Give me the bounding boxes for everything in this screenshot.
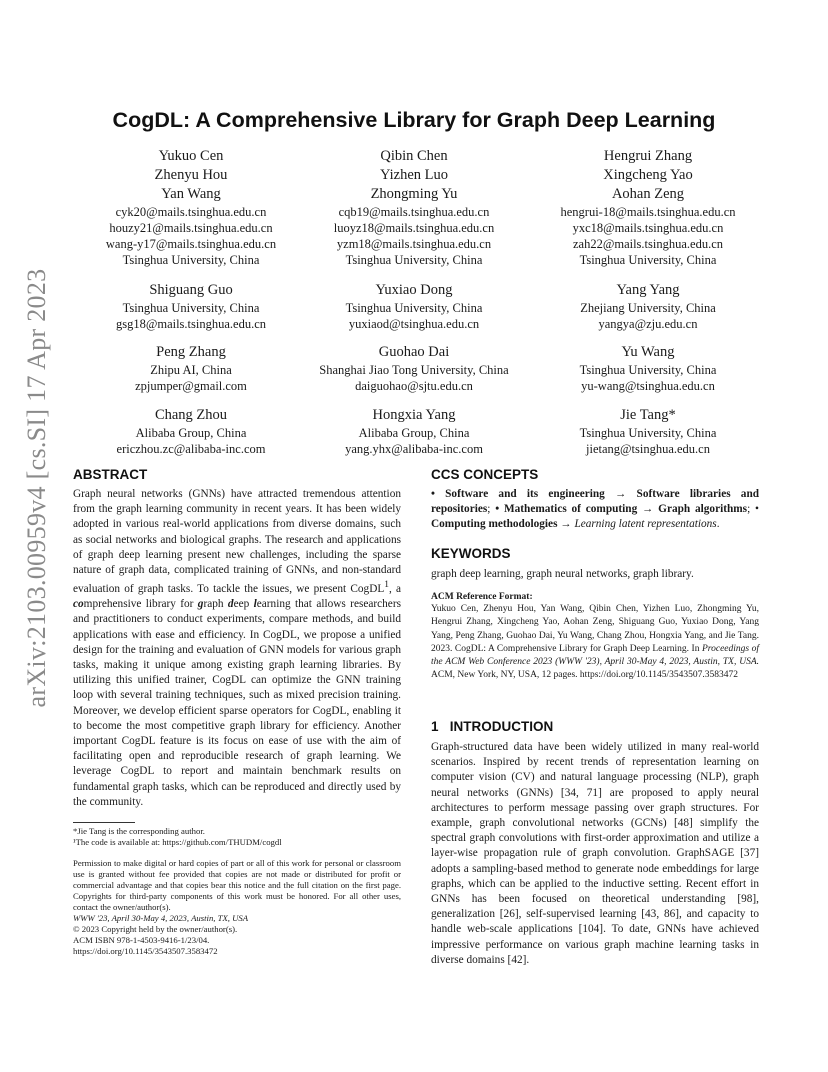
author-block-zhang-peng <box>66 343 316 394</box>
author-name: Aohan Zeng <box>611 186 685 202</box>
abstract-text-part: , a <box>388 582 401 595</box>
author-email: yzm18@mails.tsinghua.edu.cn <box>336 237 492 251</box>
ccs-separator: ; <box>487 503 496 516</box>
acronym-letters: d <box>227 598 234 611</box>
author-name: Shiguang Guo <box>149 282 233 298</box>
acronym-letters: co <box>73 598 84 611</box>
author-email: ericzhou.zc@alibaba-inc.com <box>116 442 266 456</box>
author-affiliation: Tsinghua University, China <box>579 426 717 440</box>
author-email: zah22@mails.tsinghua.edu.cn <box>572 237 724 251</box>
author-name: Peng Zhang <box>156 344 226 360</box>
author-name: Chang Zhou <box>154 407 228 423</box>
author-email: zpjumper@gmail.com <box>135 379 247 393</box>
author-name: Hengrui Zhang <box>603 148 693 164</box>
author-affiliation: Tsinghua University, China <box>579 253 717 267</box>
author-email: yu-wang@tsinghua.edu.cn <box>581 379 715 393</box>
acm-reference-heading: ACM Reference Format: <box>431 592 533 602</box>
ccs-term: Software libraries and repositories <box>431 488 760 516</box>
author-name: Xingcheng Yao <box>603 167 693 183</box>
author-name: Yizhen Luo <box>379 167 449 183</box>
author-block-dong <box>289 281 539 332</box>
author-block-cen-hou-wang <box>66 147 316 268</box>
author-name: Zhenyu Hou <box>154 167 228 183</box>
author-affiliation: Tsinghua University, China <box>122 253 260 267</box>
author-affiliation: Tsinghua University, China <box>122 301 260 315</box>
author-block-yang-hongxia <box>289 406 539 457</box>
author-block-tang <box>523 406 773 457</box>
author-name: Hongxia Yang <box>372 407 456 423</box>
author-email: houzy21@mails.tsinghua.edu.cn <box>109 221 273 235</box>
acm-reference-text <box>431 603 759 683</box>
abstract-text-part: earning that allows researchers and practitioners to conduct experiments, compare methods, and build applications with ease and efficiency. In CogDL, we propose a unified design for the training and evaluation of GNN models for various graph tasks, making it unique among existing graph learning libraries. By utilizing this unified trainer, CogDL can optimize the GNN training loop with several training techniques, such as mixed precision training. Moreover, we develop efficient sparse operators for CogDL, enabling it to become the most competitive graph library for efficiency. Another important CogDL feature is its focus on ease of use with the aim of facilitating open and reproducible research of graph learning. We leverage CogDL to report and maintain benchmark results on fundamental graph tasks, which can be reproduced and directly used by the community. <box>73 598 401 808</box>
author-name: Jie Tang* <box>620 407 676 423</box>
acm-reference-section <box>431 591 759 683</box>
acronym-letters: l <box>253 598 257 611</box>
footnote-rule <box>73 822 135 823</box>
arxiv-sidebar-stamp <box>14 268 60 708</box>
author-name: Yu Wang <box>621 344 675 360</box>
author-name: Yan Wang <box>161 186 221 202</box>
keywords-section <box>431 546 759 582</box>
author-affiliation: Tsinghua University, China <box>345 253 483 267</box>
author-affiliation: Tsinghua University, China <box>579 363 717 377</box>
isbn-line: ACM ISBN 978-1-4503-9416-1/23/04. <box>73 935 210 945</box>
author-affiliation: Shanghai Jiao Tong University, China <box>319 363 509 377</box>
left-column <box>73 467 401 810</box>
author-affiliation: Tsinghua University, China <box>345 301 483 315</box>
introduction-heading: 1 INTRODUCTION <box>431 719 554 734</box>
author-name: Yuxiao Dong <box>375 282 453 298</box>
author-email: yangya@zju.edu.cn <box>598 317 698 331</box>
permission-block <box>73 858 401 957</box>
author-email: jietang@tsinghua.edu.cn <box>586 442 710 456</box>
ccs-separator: . <box>716 518 720 531</box>
acronym-letters: g <box>197 598 204 611</box>
author-block-zhang-yao-zeng <box>523 147 773 268</box>
abstract-heading: ABSTRACT <box>73 467 148 482</box>
abstract-text-part: eep <box>233 598 254 611</box>
author-email: hengrui-18@mails.tsinghua.edu.cn <box>560 205 736 219</box>
acm-reference-part: ACM, New York, NY, USA, 12 pages. https://doi.org/10.1145/3543507.3583472 <box>431 670 739 681</box>
ccs-term: Computing methodologies <box>431 518 558 531</box>
author-email: yang.yhx@alibaba-inc.com <box>345 442 483 456</box>
copyright-line: © 2023 Copyright held by the owner/author(s). <box>73 924 238 934</box>
footnote-code: ¹The code is available at: https://github.com/THUDM/cogdl <box>73 837 282 847</box>
abstract-text-part: raph <box>203 598 228 611</box>
ccs-separator: ; • <box>747 503 759 516</box>
author-email: yuxiaod@tsinghua.edu.cn <box>348 317 480 331</box>
introduction-section <box>431 719 759 968</box>
right-column <box>431 467 759 533</box>
author-block-wang-yu <box>523 343 773 394</box>
author-affiliation: Alibaba Group, China <box>358 426 470 440</box>
author-block-guo <box>66 281 316 332</box>
ccs-term: • Software and its engineering <box>431 488 605 500</box>
introduction-text: Graph-structured data have been widely utilized in many real-world scenarios. Inspired by recent trends of representation learning on computer vision (CV) and natural language processing (NLP), graph neural networks (GNNs) [34, 71] are proposed to apply neural architectures to perform message passing over graph structures. For example, graph convolutional networks (GCNs) [48] simplify the spectral graph convolutions with first-order approximation and utilize a layer-wise propagation rule of graph convolution. GraphSAGE [37] adopts a sampling-based method to generate node embeddings for large graphs, which can be applied to the inductive setting. Recent effort in GNNs has been focused on theoretical understanding [98], generalization [26], self-supervised learning [43, 86], and capacity to handle web-scale applications [104]. To date, GNNs have achieved impressive performance on various graph machine learning tasks in diverse domains [42]. <box>431 741 759 966</box>
author-affiliation: Zhejiang University, China <box>580 301 716 315</box>
ccs-term: Graph algorithms <box>658 503 748 516</box>
author-email: cqb19@mails.tsinghua.edu.cn <box>338 205 490 219</box>
abstract-text <box>73 487 401 810</box>
author-name: Yukuo Cen <box>158 148 224 164</box>
author-email: luoyz18@mails.tsinghua.edu.cn <box>333 221 495 235</box>
author-affiliation: Alibaba Group, China <box>135 426 247 440</box>
paper-title: CogDL: A Comprehensive Library for Graph Deep Learning <box>112 108 716 132</box>
author-email: yxc18@mails.tsinghua.edu.cn <box>572 221 724 235</box>
author-email: gsg18@mails.tsinghua.edu.cn <box>115 317 267 331</box>
footnote-marker: 1 <box>384 580 389 591</box>
footnote-corresponding: *Jie Tang is the corresponding author. <box>73 826 205 836</box>
author-email: cyk20@mails.tsinghua.edu.cn <box>115 205 267 219</box>
footnotes <box>73 822 401 848</box>
author-name: Yang Yang <box>616 282 680 298</box>
conference-venue: WWW '23, April 30-May 4, 2023, Austin, TX, USA <box>73 913 249 923</box>
abstract-text-part: Graph neural networks (GNNs) have attracted tremendous attention from the graph learning community in recent years. It has been widely adopted in various real-world applications from diverse domains, such as social networks and biological graphs. The research and applications of graph deep learning present new challenges, including the sparse nature of graph data, complicated training of GNNs, and non-standard evaluation of graph tasks. To tackle the issues, we present CogDL <box>73 488 401 595</box>
author-name: Zhongming Yu <box>370 186 458 202</box>
acm-reference-part: Yukuo Cen, Zhenyu Hou, Yan Wang, Qibin Chen, Yizhen Luo, Zhongming Yu, Hengrui Zhang, Xingcheng Yao, Aohan Zeng, Shiguang Guo, Yuxiao Dong, Yang Yang, Peng Zhang, Guohao Dai, Yu Wang, Chang Zhou, Hongxia Yang, and Jie Tang. 2023. CogDL: A Comprehensive Library for Graph Deep Learning. In <box>431 604 759 654</box>
author-block-dai <box>289 343 539 394</box>
author-block-zhou <box>66 406 316 457</box>
ccs-term: Learning latent representations <box>574 518 717 531</box>
author-name: Qibin Chen <box>380 148 448 164</box>
arxiv-identifier: arXiv:2103.00959v4 [cs.SI] 17 Apr 2023 <box>22 268 51 708</box>
ccs-term: • Mathematics of computing <box>495 503 638 516</box>
keywords-text: graph deep learning, graph neural networks, graph library. <box>431 568 694 580</box>
author-email: daiguohao@sjtu.edu.cn <box>355 379 473 393</box>
author-block-yang-yang <box>523 281 773 332</box>
keywords-heading: KEYWORDS <box>431 546 511 561</box>
author-name: Guohao Dai <box>378 344 450 360</box>
abstract-text-part: mprehensive library for <box>83 598 198 611</box>
author-email: wang-y17@mails.tsinghua.edu.cn <box>105 237 277 251</box>
ccs-concepts-text <box>431 487 759 533</box>
ccs-arrow: → <box>604 488 637 500</box>
ccs-heading: CCS CONCEPTS <box>431 467 539 482</box>
ccs-arrow: → <box>637 503 659 516</box>
doi-line: https://doi.org/10.1145/3543507.3583472 <box>73 946 218 956</box>
permission-text: Permission to make digital or hard copies of part or all of this work for personal or classroom use is granted without fee provided that copies are not made or distributed for profit or commercial advantage and that copies bear this notice and the full citation on the first page. Copyrights for third-party components of this work must be honored. For all other uses, contact the owner/author(s). <box>73 858 401 912</box>
author-block-chen-luo-yu <box>289 147 539 268</box>
ccs-arrow: → <box>557 518 575 531</box>
author-affiliation: Zhipu AI, China <box>150 363 232 377</box>
acm-reference-proceedings: Proceedings of the ACM Web Conference 2023 (WWW '23), April 30-May 4, 2023, Austin, TX, USA. <box>431 643 759 668</box>
